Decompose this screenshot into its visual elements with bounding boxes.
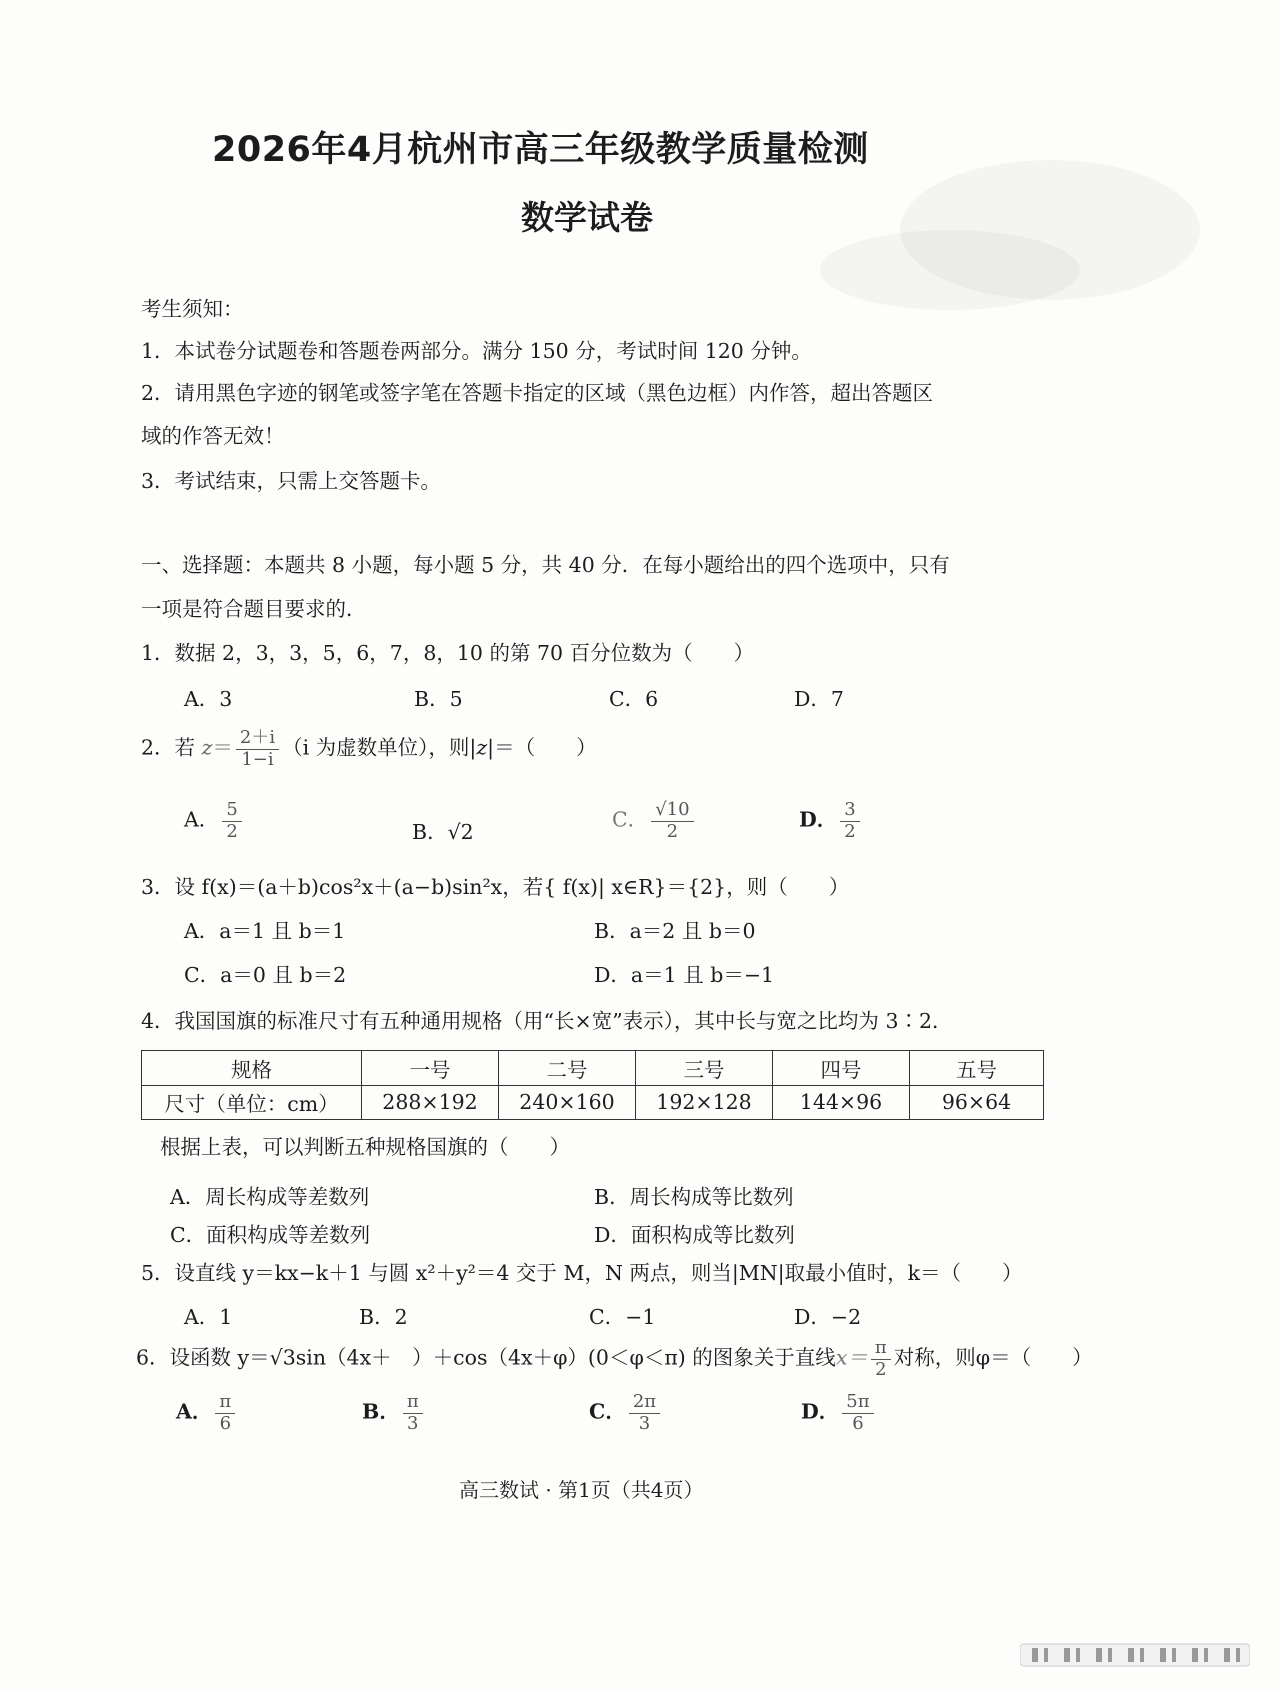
q6-option-d-num: 5π bbox=[842, 1392, 873, 1414]
q2-option-a-num: 5 bbox=[222, 800, 241, 822]
q3-option-b: B．a＝2 且 b＝0 bbox=[594, 919, 756, 943]
table-cell: 240×160 bbox=[499, 1085, 636, 1120]
q2-option-a-den: 2 bbox=[226, 820, 238, 842]
section-heading-line1: 一、选择题：本题共 8 小题，每小题 5 分，共 40 分．在每小题给出的四个选项中，只有 bbox=[141, 553, 950, 577]
q2-option-c bbox=[612, 800, 697, 842]
q5-option-b: B．2 bbox=[359, 1305, 408, 1329]
q6-stem bbox=[136, 1338, 1093, 1380]
q1-stem: 1．数据 2，3，3，5，6，7，8，10 的第 70 百分位数为（ ） bbox=[141, 641, 755, 665]
q6-option-c bbox=[589, 1392, 663, 1434]
notice-item-2a: 2．请用黑色字迹的钢笔或签字笔在答题卡指定的区域（黑色边框）内作答，超出答题区 bbox=[141, 381, 934, 405]
q2-option-c-den: 2 bbox=[666, 820, 679, 842]
table-header-cell: 二号 bbox=[499, 1051, 636, 1086]
q4-option-b: B．周长构成等比数列 bbox=[594, 1185, 794, 1209]
q4-option-c: C．面积构成等差数列 bbox=[170, 1223, 371, 1247]
table-header-cell: 三号 bbox=[636, 1051, 773, 1086]
q3-option-c: C．a＝0 且 b＝2 bbox=[184, 963, 347, 987]
table-cell: 288×192 bbox=[362, 1085, 499, 1120]
table-header-cell: 四号 bbox=[773, 1051, 910, 1086]
q2-option-b bbox=[412, 815, 474, 845]
table-cell: 尺寸（单位：cm） bbox=[142, 1085, 362, 1120]
q6-option-d bbox=[801, 1392, 877, 1434]
exam-subtitle: 数学试卷 bbox=[521, 198, 653, 237]
q2-option-a bbox=[184, 800, 245, 842]
q2-num: 2＋i bbox=[236, 728, 279, 750]
q6-option-d-label: D． bbox=[801, 1399, 840, 1424]
q5-option-a: A．1 bbox=[184, 1305, 233, 1329]
q4-option-a: A．周长构成等差数列 bbox=[170, 1185, 370, 1209]
table-cell: 192×128 bbox=[636, 1085, 773, 1120]
q6-option-d-den: 6 bbox=[852, 1412, 864, 1434]
q6-line-fraction bbox=[871, 1338, 891, 1380]
q2-option-d-den: 2 bbox=[844, 820, 856, 842]
table-header-cell: 五号 bbox=[910, 1051, 1044, 1086]
table-header-row bbox=[142, 1051, 1044, 1086]
table-header-cell: 规格 bbox=[142, 1051, 362, 1086]
q2-option-d-num: 3 bbox=[840, 800, 859, 822]
q6-line-den: 2 bbox=[875, 1358, 887, 1380]
scan-smudge bbox=[820, 230, 1080, 310]
q2-var-abs: z bbox=[476, 735, 488, 760]
q1-option-c: C．6 bbox=[609, 687, 659, 711]
q3-stem: 3．设 f(x)＝(a＋b)cos²x＋(a−b)sin²x，若{ f(x)| x∈R}＝{2}，则（ ） bbox=[141, 875, 850, 899]
q4-option-d: D．面积构成等比数列 bbox=[594, 1223, 795, 1247]
q6-line-num: π bbox=[871, 1338, 891, 1360]
q6-stem-a: 6．设函数 y＝√3sin（4x＋ ）＋cos（4x＋φ）(0＜φ＜π) 的图象关于直线 bbox=[136, 1345, 836, 1370]
q6-option-b bbox=[362, 1392, 426, 1434]
q5-stem: 5．设直线 y＝kx−k＋1 与圆 x²＋y²＝4 交于 M，N 两点，则当|MN|取最小值时，k＝（ ） bbox=[141, 1261, 1023, 1285]
q2-option-c-num: √10 bbox=[651, 800, 693, 822]
watermark-logo-icon bbox=[1020, 1640, 1250, 1668]
page-footer: 高三数试 · 第1页（共4页） bbox=[459, 1478, 704, 1502]
q2-option-a-label: A． bbox=[184, 807, 220, 832]
notice-item-1: 1．本试卷分试题卷和答题卷两部分。满分 150 分，考试时间 120 分钟。 bbox=[141, 339, 812, 363]
q2-var: z bbox=[201, 735, 213, 760]
q2-option-b-label: B． bbox=[412, 820, 448, 844]
q2-option-d-label: D． bbox=[799, 807, 838, 832]
table-cell: 144×96 bbox=[773, 1085, 910, 1120]
q6-option-a-num: π bbox=[215, 1392, 235, 1414]
q3-option-a: A．a＝1 且 b＝1 bbox=[184, 919, 346, 943]
q2-suffix2: |＝（ ） bbox=[487, 735, 597, 760]
q6-option-b-den: 3 bbox=[407, 1412, 419, 1434]
q6-option-a bbox=[176, 1392, 238, 1434]
q6-option-b-num: π bbox=[403, 1392, 423, 1414]
q6-option-c-den: 3 bbox=[638, 1412, 651, 1434]
q2-option-b-value: √2 bbox=[447, 820, 474, 844]
section-heading-line2: 一项是符合题目要求的． bbox=[141, 597, 367, 621]
q1-option-a: A．3 bbox=[184, 687, 233, 711]
q2-fraction bbox=[236, 728, 279, 770]
q2-option-d bbox=[799, 800, 863, 842]
q5-option-d: D．−2 bbox=[794, 1305, 862, 1329]
table-row bbox=[142, 1085, 1044, 1120]
q6-option-a-label: A． bbox=[176, 1399, 213, 1424]
q6-option-b-label: B． bbox=[362, 1399, 400, 1424]
q3-option-d: D．a＝1 且 b＝−1 bbox=[594, 963, 775, 987]
q5-option-c: C．−1 bbox=[589, 1305, 656, 1329]
q4-after-table: 根据上表，可以判断五种规格国旗的（ ） bbox=[160, 1135, 570, 1159]
q1-option-d: D．7 bbox=[794, 687, 844, 711]
table-cell: 96×64 bbox=[910, 1085, 1044, 1120]
exam-title: 2026年4月杭州市高三年级教学质量检测 bbox=[212, 130, 869, 170]
q6-line-x: x＝ bbox=[835, 1345, 868, 1370]
q2-stem: 2．若 z＝ $\frac{2+i}{1-i}$ （i 为虚数单位），则|z|＝（ ） bbox=[141, 727, 597, 770]
q6-option-c-label: C． bbox=[589, 1399, 626, 1424]
q6-option-a-den: 6 bbox=[219, 1412, 232, 1434]
notice-heading: 考生须知： bbox=[141, 297, 244, 321]
q6-stem-b: 对称，则φ＝（ ） bbox=[893, 1345, 1093, 1370]
notice-item-2b: 域的作答无效！ bbox=[141, 424, 285, 448]
flag-spec-table bbox=[141, 1050, 1044, 1120]
q4-stem: 4．我国国旗的标准尺寸有五种通用规格（用“长×宽”表示），其中长与宽之比均为 3∶2． bbox=[141, 1009, 953, 1033]
q2-option-c-label: C． bbox=[612, 807, 649, 832]
q1-option-b: B．5 bbox=[414, 687, 463, 711]
q2-prefix: 2．若 bbox=[141, 735, 196, 760]
table-header-cell: 一号 bbox=[362, 1051, 499, 1086]
q2-den: 1−i bbox=[241, 748, 274, 770]
notice-item-3: 3．考试结束，只需上交答题卡。 bbox=[141, 469, 442, 493]
q2-suffix: （i 为虚数单位），则| bbox=[282, 735, 477, 760]
q6-option-c-num: 2π bbox=[629, 1392, 660, 1414]
